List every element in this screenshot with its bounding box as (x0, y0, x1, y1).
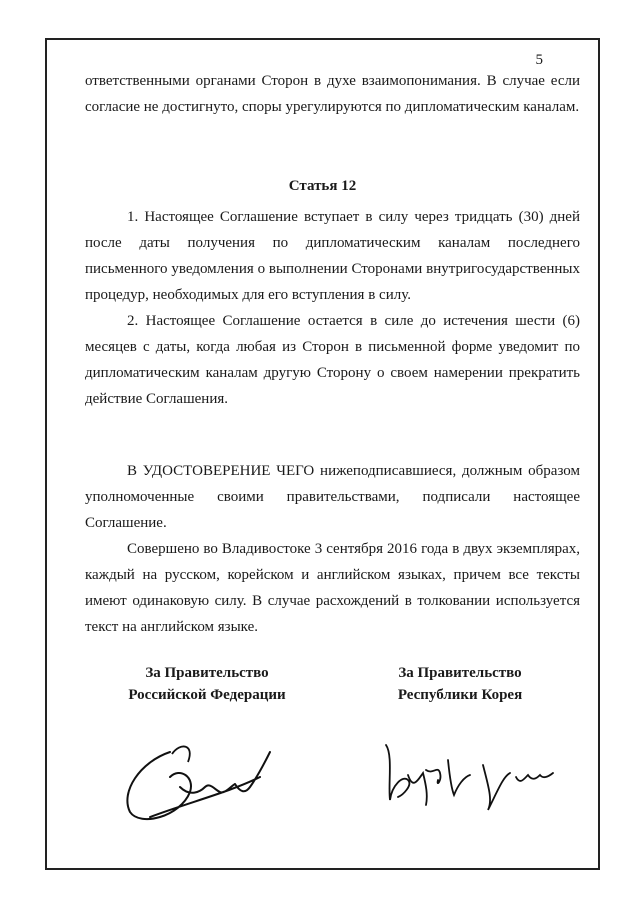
done-paragraph: Совершено во Владивостоке 3 сентября 2016 года в двух экземплярах, каждый на русском, корейском и английском языках, причем все тексты имеют одинаковую силу. В случае расхождений в толковании используется текст на английском языке. (85, 541, 580, 635)
clause-2: 2. Настоящее Соглашение остается в силе до истечения шести (6) месяцев с даты, когда любая из Сторон в письменной форме уведомит по дипломатическим каналам другую Сторону о своем намерении прекратить действие Соглашения. (85, 313, 580, 407)
page-number: 5 (535, 52, 543, 68)
signatory-russia (97, 662, 317, 706)
article-heading: Статья 12 (288, 178, 357, 194)
article-body (85, 204, 580, 412)
signatory-russia-line2: Российской Федерации (128, 687, 286, 703)
witness-section (85, 458, 580, 640)
intro-text: ответственными органами Сторон в духе взаимопонимания. В случае если согласие не достигнуто, споры урегулируются по дипломатическим каналам. (85, 73, 580, 115)
intro-paragraph (85, 68, 580, 120)
signature-russia (110, 732, 280, 832)
clause-1: 1. Настоящее Соглашение вступает в силу через тридцать (30) дней после даты получения по дипломатическим каналам последнего письменного уведомления о выполнении Сторонами внутригосударственных процедур, необходимых для его вступления в силу. (85, 209, 580, 303)
signatory-korea (350, 662, 570, 706)
signatory-russia-line1: За Правительство (145, 665, 269, 681)
signatory-korea-line1: За Правительство (398, 665, 522, 681)
witness-paragraph: В УДОСТОВЕРЕНИЕ ЧЕГО нижеподписавшиеся, должным образом уполномоченные своими правительствами, подписали настоящее Соглашение. (85, 463, 580, 531)
signatory-korea-line2: Республики Корея (397, 687, 523, 703)
signature-korea (378, 735, 558, 815)
